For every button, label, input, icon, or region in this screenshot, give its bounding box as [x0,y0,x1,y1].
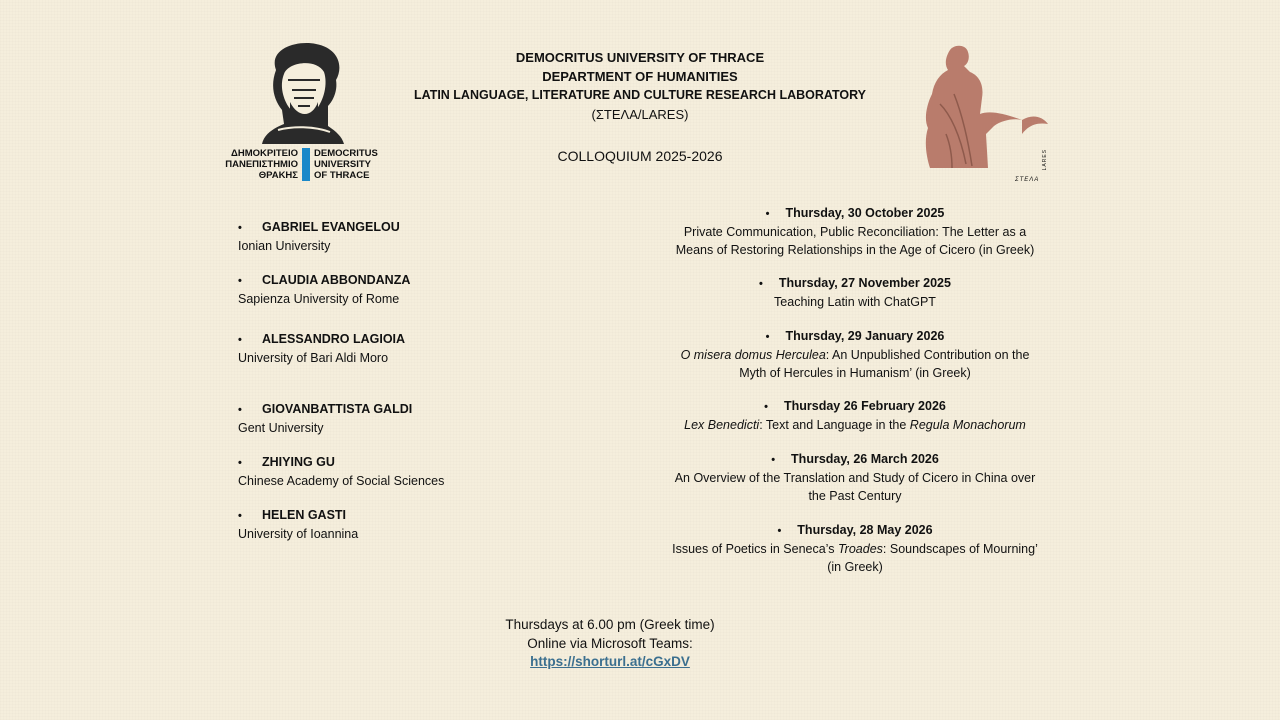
speaker-item [238,271,568,308]
democritus-bust-icon [258,40,348,144]
talk-title-line: Means of Restoring Relationships in the Age of Cicero (in Greek) [675,243,1035,257]
bullet: • [759,278,763,290]
logo-english-line2: UNIVERSITY [314,159,372,170]
footer-platform: Online via Microsoft Teams: [527,635,693,651]
bullet: • [764,401,768,413]
bullet: • [238,222,242,234]
bullet: • [771,454,776,466]
speaker-name: CLAUDIA ABBONDANZA [262,273,411,287]
speaker-institution: Chinese Academy of Social Sciences [238,474,445,488]
speaker-name: ZHIYING GU [262,455,335,469]
speaker-name: HELEN GASTI [262,508,347,522]
bullet: • [765,331,770,343]
speaker-institution: University of Ioannina [238,527,359,541]
speaker-institution: Ionian University [238,239,331,253]
talk-date: Thursday, 29 January 2026 [785,329,945,343]
header-university: DEMOCRITUS UNIVERSITY OF THRACE [515,50,765,65]
statue-caption: ΣΤΕΛΑ [1015,177,1040,183]
bullet: • [765,208,770,220]
talk-title-line: An Overview of the Translation and Study of Cicero in China over [674,471,1036,485]
talk-item [655,204,1055,259]
logo-greek-line1: ΔΗΜΟΚΡΙΤΕΙΟ [231,148,298,159]
logo-english-line1: DEMOCRITUS [314,148,378,159]
bullet: • [238,457,242,469]
bullet: • [238,510,242,522]
talk-title-line: Private Communication, Public Reconciliation: The Letter as a [683,225,1027,239]
speaker-name: GABRIEL EVANGELOU [262,220,400,234]
speaker-item [238,506,568,543]
logo-english-line3: OF THRACE [314,170,370,181]
talk-title-text: : Soundscapes of Mourning’ [882,542,1038,556]
speaker-name: GIOVANBATTISTA GALDI [262,402,413,416]
speaker-item [238,330,568,367]
speaker-item [238,400,568,437]
logo-greek-text [220,148,298,181]
lares-statue-logo [910,44,1055,186]
talk-item [655,327,1055,382]
header-lab-acronym: (ΣΤΕΛΑ/LARES) [591,107,689,122]
talk-date: Thursday, 26 March 2026 [791,452,939,466]
talk-title-line: Myth of Hercules in Humanism’ (in Greek) [739,366,971,380]
lares-statue-icon [910,44,1055,174]
logo-greek-line3: ΘΡΑΚΗΣ [258,170,298,181]
speaker-institution: University of Bari Aldi Moro [238,351,389,365]
logo-divider-bar [302,148,310,181]
talk-title-line [655,416,1055,434]
talk-item [655,450,1055,505]
talk-title-italic: O misera domus Herculea [680,348,826,362]
statue-side-caption: LARES [1042,149,1048,171]
talk-title-text: : Text and Language in the [759,418,910,432]
talk-title-italic: Lex Benedicti [684,418,760,432]
teams-link[interactable]: https://shorturl.at/cGxDV [530,654,690,669]
talk-title-text: : An Unpublished Contribution on the [825,348,1030,362]
speaker-item [238,453,568,490]
bullet: • [238,275,242,287]
talk-title-italic: Troades [837,542,883,556]
talk-title-italic: Regula Monachorum [909,418,1026,432]
talk-item [655,397,1055,434]
speaker-name: ALESSANDRO LAGIOIA [262,332,406,346]
logo-english-text [314,148,394,181]
talk-date: Thursday 26 February 2026 [783,399,946,413]
page-header [380,48,900,124]
talk-title-line: (in Greek) [827,560,883,574]
talk-title-line: the Past Century [808,489,902,503]
talk-date: Thursday, 27 November 2025 [778,276,951,290]
talk-title-line [655,346,1055,364]
talk-title-line [655,540,1055,558]
talk-title-text: Issues of Poetics in Seneca’s [672,542,838,556]
speaker-item [238,218,568,255]
university-logo [220,40,380,185]
bullet: • [238,404,242,416]
talk-date: Thursday, 30 October 2025 [785,206,945,220]
header-laboratory: LATIN LANGUAGE, LITERATURE AND CULTURE RESEARCH LABORATORY [413,88,867,102]
bullet: • [238,334,242,346]
footer-time: Thursdays at 6.00 pm (Greek time) [505,617,715,632]
talk-title-line: Teaching Latin with ChatGPT [774,295,936,309]
talk-date: Thursday, 28 May 2026 [797,523,933,537]
bullet: • [777,525,782,537]
event-footer [460,616,760,672]
talk-item [655,274,1055,311]
header-department: DEPARTMENT OF HUMANITIES [542,69,738,84]
talk-item [655,521,1055,576]
logo-greek-line2: ΠΑΝΕΠΙΣΤΗΜΙΟ [225,159,298,170]
speaker-institution: Sapienza University of Rome [238,292,400,306]
speaker-institution: Gent University [238,421,324,435]
colloquium-title: COLLOQUIUM 2025-2026 [557,148,723,164]
